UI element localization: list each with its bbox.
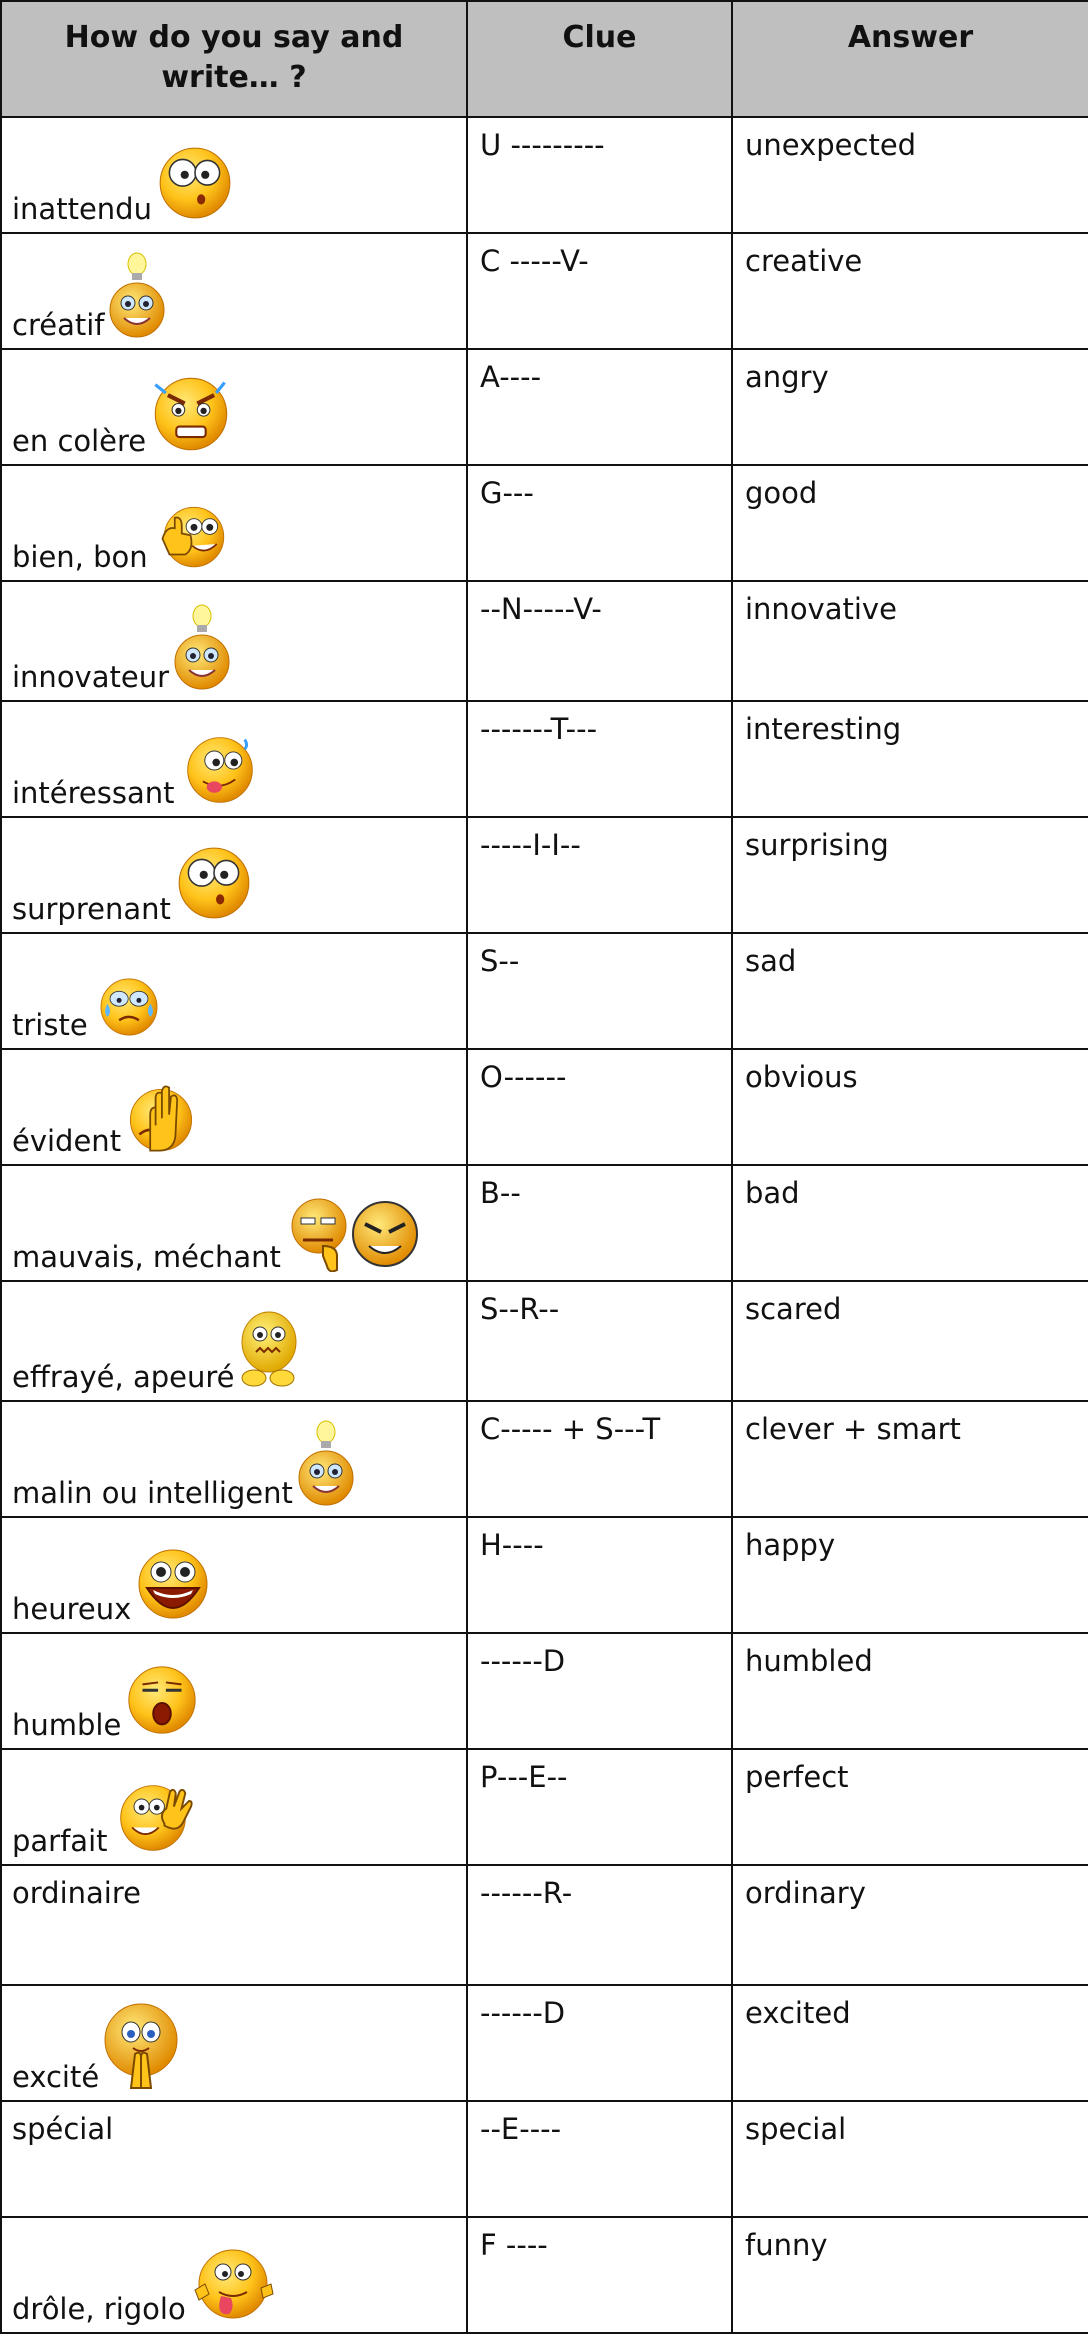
table-row — [1, 1517, 1088, 1633]
answer-cell: happy — [732, 1517, 1088, 1633]
french-word: spécial — [12, 2112, 114, 2146]
table-row — [1, 817, 1088, 933]
clue-cell: P---E-- — [467, 1749, 732, 1865]
clue-cell: -------T--- — [467, 701, 732, 817]
word-cell — [1, 1985, 467, 2101]
laughing-face-icon — [133, 1544, 213, 1624]
french-word: évident — [12, 1124, 122, 1158]
answer-cell: perfect — [732, 1749, 1088, 1865]
answer-cell: angry — [732, 349, 1088, 465]
french-word: humble — [12, 1708, 122, 1742]
thumbs-up-face-icon — [150, 502, 238, 572]
excited-face-icon — [101, 2000, 181, 2092]
table-body — [1, 117, 1088, 2333]
word-cell — [1, 701, 467, 817]
clue-cell: O------ — [467, 1049, 732, 1165]
table-row — [1, 1049, 1088, 1165]
clue-cell: C----- + S---T — [467, 1401, 732, 1517]
word-cell — [1, 233, 467, 349]
lightbulb-idea-face-icon — [295, 1416, 357, 1508]
word-wrap — [12, 1660, 201, 1742]
french-word: inattendu — [12, 192, 152, 226]
table-row — [1, 233, 1088, 349]
answer-cell: humbled — [732, 1633, 1088, 1749]
header-answer — [732, 1, 1088, 117]
table-row — [1, 1281, 1088, 1401]
table-row — [1, 581, 1088, 701]
answer-cell: obvious — [732, 1049, 1088, 1165]
clue-cell: --N-----V- — [467, 581, 732, 701]
clue-cell: H---- — [467, 1517, 732, 1633]
clue-cell: F ---- — [467, 2217, 732, 2333]
answer-cell: surprising — [732, 817, 1088, 933]
word-wrap — [12, 1544, 213, 1626]
answer-cell: ordinary — [732, 1865, 1088, 1985]
header-question — [1, 1, 467, 117]
table-row — [1, 349, 1088, 465]
tongue-out-face-icon — [177, 732, 263, 808]
word-cell — [1, 465, 467, 581]
clue-cell: G--- — [467, 465, 732, 581]
word-wrap — [12, 1416, 357, 1510]
answer-cell: innovative — [732, 581, 1088, 701]
surprised-face-icon — [154, 142, 236, 224]
word-wrap — [12, 732, 263, 810]
word-wrap — [12, 600, 233, 694]
word-wrap — [12, 1876, 141, 1910]
word-wrap — [12, 842, 255, 926]
word-wrap — [12, 1306, 302, 1394]
angry-face-icon — [148, 372, 234, 456]
word-wrap — [12, 974, 168, 1042]
table-row — [1, 1401, 1088, 1517]
clue-cell: -----I-I-- — [467, 817, 732, 933]
clue-cell: C -----V- — [467, 233, 732, 349]
word-cell — [1, 1401, 467, 1517]
silly-tongue-face-icon — [188, 2244, 278, 2324]
clue-cell: --E---- — [467, 2101, 732, 2217]
clue-cell: B-- — [467, 1165, 732, 1281]
french-word: triste — [12, 1008, 88, 1042]
clue-cell: S--R-- — [467, 1281, 732, 1401]
answer-cell: funny — [732, 2217, 1088, 2333]
french-word: surprenant — [12, 892, 171, 926]
word-wrap — [12, 142, 236, 226]
word-cell — [1, 1749, 467, 1865]
word-cell — [1, 2101, 467, 2217]
table-row — [1, 2101, 1088, 2217]
french-word: ordinaire — [12, 1876, 141, 1910]
word-cell — [1, 2217, 467, 2333]
french-word: bien, bon — [12, 540, 148, 574]
clue-cell: ------D — [467, 1985, 732, 2101]
french-word: effrayé, apeuré — [12, 1360, 235, 1394]
answer-cell: good — [732, 465, 1088, 581]
answer-cell: excited — [732, 1985, 1088, 2101]
french-word: mauvais, méchant — [12, 1240, 281, 1274]
answer-cell: scared — [732, 1281, 1088, 1401]
answer-cell: creative — [732, 233, 1088, 349]
french-word: drôle, rigolo — [12, 2292, 186, 2326]
facepalm-face-icon — [123, 1084, 199, 1156]
table-row — [1, 933, 1088, 1049]
word-wrap — [12, 2112, 113, 2146]
french-word: heureux — [12, 1592, 132, 1626]
table-row — [1, 1165, 1088, 1281]
lightbulb-idea-face-icon — [171, 600, 233, 692]
word-cell — [1, 349, 467, 465]
french-word: en colère — [12, 424, 147, 458]
ok-hand-face-icon — [110, 1780, 196, 1856]
answer-cell: bad — [732, 1165, 1088, 1281]
word-wrap — [12, 372, 234, 458]
table-row — [1, 1865, 1088, 1985]
table-row — [1, 465, 1088, 581]
table-row — [1, 701, 1088, 817]
french-word: parfait — [12, 1824, 108, 1858]
word-wrap — [12, 248, 168, 342]
word-wrap — [12, 2244, 278, 2326]
crying-face-icon — [90, 974, 168, 1040]
word-cell — [1, 1049, 467, 1165]
answer-cell: clever + smart — [732, 1401, 1088, 1517]
header-clue — [467, 1, 732, 117]
header-answer-label: Answer — [847, 20, 974, 55]
word-wrap — [12, 2000, 181, 2094]
lightbulb-idea-face-icon — [106, 248, 168, 340]
word-cell — [1, 117, 467, 233]
word-cell — [1, 1865, 467, 1985]
answer-cell: sad — [732, 933, 1088, 1049]
thumbs-down-and-evil-face-icon — [283, 1196, 421, 1272]
word-cell — [1, 581, 467, 701]
answer-cell: unexpected — [732, 117, 1088, 233]
word-cell — [1, 1633, 467, 1749]
french-word: excité — [12, 2060, 100, 2094]
humble-face-icon — [123, 1660, 201, 1740]
word-cell — [1, 1281, 467, 1401]
clue-cell: S-- — [467, 933, 732, 1049]
french-word: intéressant — [12, 776, 175, 810]
word-cell — [1, 817, 467, 933]
clue-cell: ------D — [467, 1633, 732, 1749]
clue-cell: A---- — [467, 349, 732, 465]
answer-cell: interesting — [732, 701, 1088, 817]
word-wrap — [12, 502, 238, 574]
clue-cell: U --------- — [467, 117, 732, 233]
answer-cell: special — [732, 2101, 1088, 2217]
header-row — [1, 1, 1088, 117]
french-word: innovateur — [12, 660, 170, 694]
header-question-label: How do you say and write… ? — [64, 20, 404, 95]
table-row — [1, 117, 1088, 233]
clue-cell: ------R- — [467, 1865, 732, 1985]
word-wrap — [12, 1084, 199, 1158]
word-cell — [1, 933, 467, 1049]
word-cell — [1, 1165, 467, 1281]
header-clue-label: Clue — [562, 20, 637, 55]
table-row — [1, 1633, 1088, 1749]
word-wrap — [12, 1196, 421, 1274]
word-cell — [1, 1517, 467, 1633]
scared-face-icon — [236, 1306, 302, 1392]
word-wrap — [12, 1780, 196, 1858]
table-row — [1, 1985, 1088, 2101]
french-word: créatif — [12, 308, 105, 342]
french-word: malin ou intelligent — [12, 1476, 293, 1510]
table-row — [1, 1749, 1088, 1865]
surprised-face-icon — [173, 842, 255, 924]
table-row — [1, 2217, 1088, 2333]
